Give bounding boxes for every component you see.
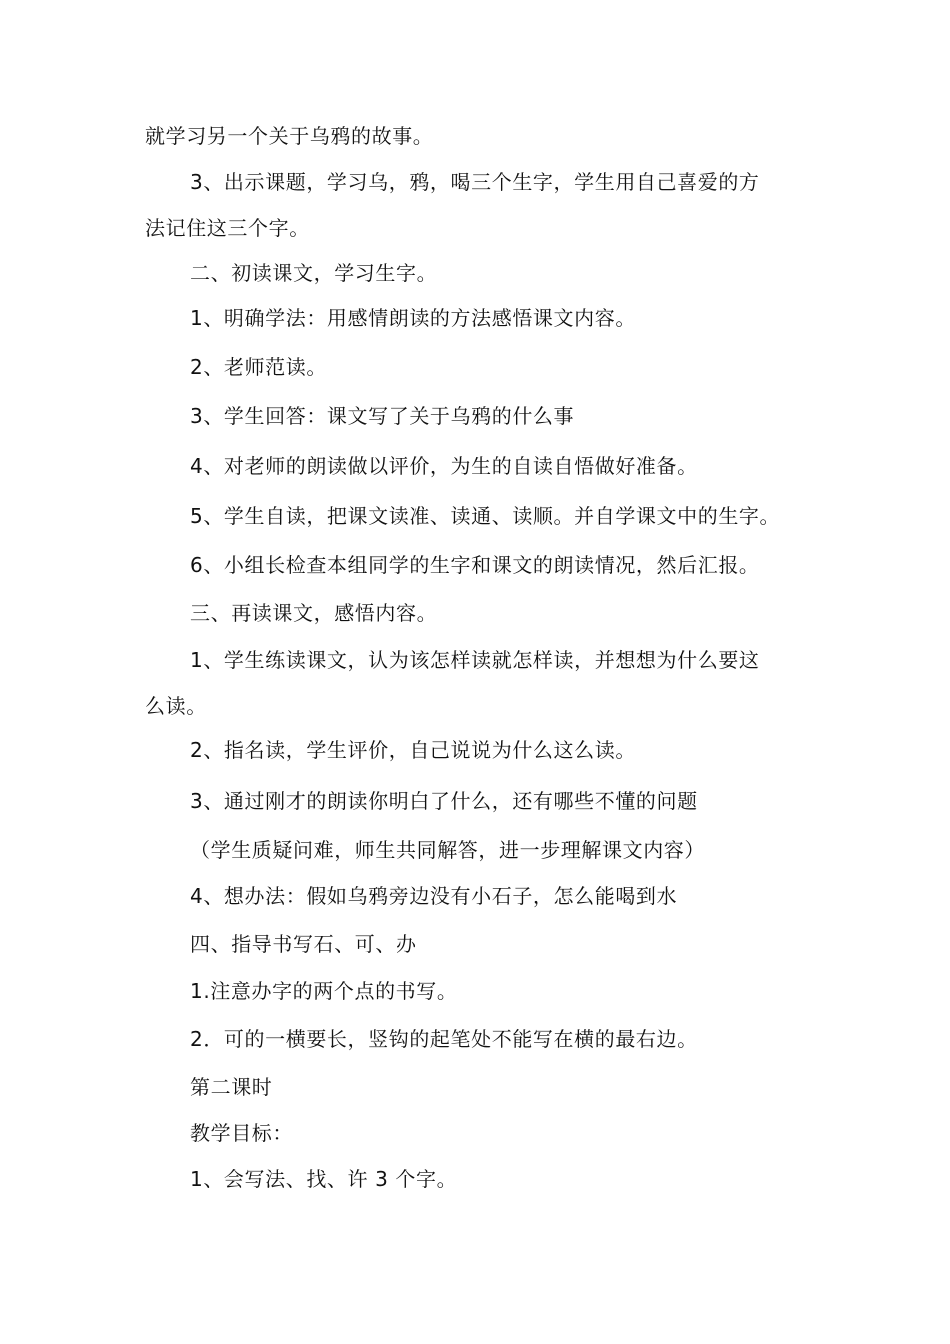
text-line: 5、学生自读，把课文读准、读通、读顺。并自学课文中的生字。 (190, 504, 781, 528)
text-line: 3、出示课题，学习乌，鸦，喝三个生字，学生用自己喜爱的方 (190, 170, 760, 194)
text-line: 2．可的一横要长，竖钩的起笔处不能写在横的最右边。 (190, 1027, 698, 1051)
text-line: 么读。 (145, 694, 207, 718)
text-line: 2、老师范读。 (190, 355, 327, 379)
text-line: 2、指名读，学生评价，自己说说为什么这么读。 (190, 738, 636, 762)
section-heading: 四、指导书写石、可、办 (190, 932, 417, 956)
section-heading: 教学目标： (190, 1121, 293, 1145)
section-heading: 二、初读课文，学习生字。 (190, 261, 438, 285)
section-heading: 第二课时 (190, 1075, 273, 1099)
text-line: 1.注意办字的两个点的书写。 (190, 979, 458, 1003)
text-line: 3、学生回答：课文写了关于乌鸦的什么事 (190, 404, 575, 428)
text-line: （学生质疑问难，师生共同解答，进一步理解课文内容） (190, 838, 705, 862)
text-line: 4、想办法：假如乌鸦旁边没有小石子，怎么能喝到水 (190, 884, 678, 908)
text-line: 6、小组长检查本组同学的生字和课文的朗读情况，然后汇报。 (190, 553, 760, 577)
text-line: 就学习另一个关于乌鸦的故事。 (145, 124, 434, 148)
text-line: 1、明确学法：用感情朗读的方法感悟课文内容。 (190, 306, 636, 330)
text-line: 1、学生练读课文，认为该怎样读就怎样读，并想想为什么要这 (190, 648, 760, 672)
section-heading: 三、再读课文，感悟内容。 (190, 601, 438, 625)
text-line: 法记住这三个字。 (145, 216, 310, 240)
text-line: 1、会写法、找、许 3 个字。 (190, 1167, 458, 1191)
text-line: 3、通过刚才的朗读你明白了什么，还有哪些不懂的问题 (190, 789, 698, 813)
text-line: 4、对老师的朗读做以评价，为生的自读自悟做好准备。 (190, 454, 698, 478)
